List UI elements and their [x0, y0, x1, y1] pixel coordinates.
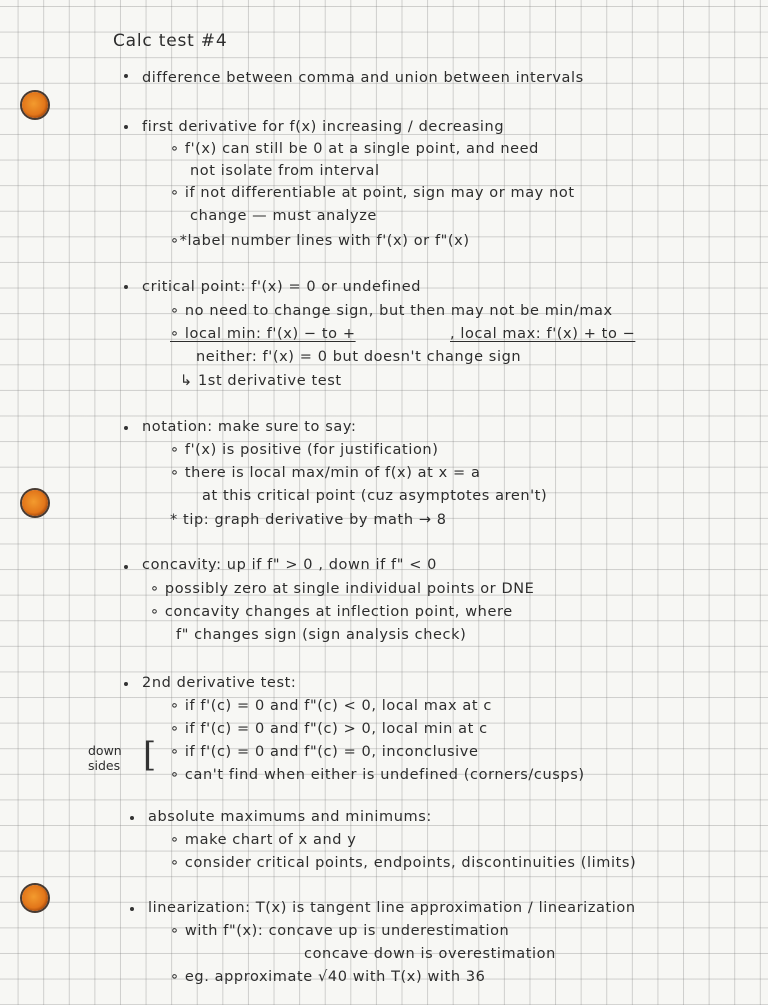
bullet	[124, 285, 128, 289]
bullet	[124, 565, 128, 569]
bullet	[130, 816, 134, 820]
note-line: at this critical point (cuz asymptotes aren't)	[202, 488, 548, 504]
note-line: ∘ if f'(c) = 0 and f"(c) > 0, local min at c	[170, 721, 488, 737]
binder-hole-2	[22, 490, 48, 516]
bracket-icon: [	[143, 735, 157, 775]
note-line: f" changes sign (sign analysis check)	[176, 627, 467, 643]
note-line: first derivative for f(x) increasing / decreasing	[142, 119, 505, 135]
note-line: ∘ consider critical points, endpoints, discontinuities (limits)	[170, 855, 637, 871]
note-line: ∘ eg. approximate √40 with T(x) with 36	[170, 969, 486, 985]
note-line: ∘ there is local max/min of f(x) at x = a	[170, 465, 481, 481]
note-line: ∘ f'(x) is positive (for justification)	[170, 442, 439, 458]
note-line: not isolate from interval	[190, 163, 380, 179]
note-line: linearization: T(x) is tangent line approximation / linearization	[148, 900, 636, 916]
note-line: ∘ local min: f'(x) − to +	[170, 326, 356, 342]
note-line: absolute maximums and minimums:	[148, 809, 432, 825]
side-note-line: sides	[88, 758, 121, 773]
note-line: ∘ if not differentiable at point, sign may or may not	[170, 185, 575, 201]
note-line: * tip: graph derivative by math → 8	[170, 512, 447, 528]
note-line: ∘ f'(x) can still be 0 at a single point, and need	[170, 141, 539, 157]
note-line: ∘ no need to change sign, but then may not be min/max	[170, 303, 613, 319]
bullet	[124, 426, 128, 430]
note-line: ∘ with f"(x): concave up is underestimation	[170, 923, 510, 939]
note-line: notation: make sure to say:	[142, 419, 357, 435]
page-title: Calc test #4	[113, 31, 228, 51]
note-line: ∘ make chart of x and y	[170, 832, 357, 848]
side-note-line: down	[88, 743, 122, 758]
bullet	[124, 125, 128, 129]
note-line: ∘ if f'(c) = 0 and f"(c) < 0, local max at c	[170, 698, 492, 714]
note-line: ∘*label number lines with f'(x) or f"(x)	[170, 233, 470, 249]
note-line: neither: f'(x) = 0 but doesn't change sign	[196, 349, 522, 365]
note-line: concavity: up if f" > 0 , down if f" < 0	[142, 557, 437, 573]
note-line: ∘ concavity changes at inflection point, where	[150, 604, 513, 620]
bullet	[124, 682, 128, 686]
note-line: difference between comma and union between intervals	[142, 70, 584, 86]
binder-hole-3	[22, 885, 48, 911]
note-line: ∘ possibly zero at single individual points or DNE	[150, 581, 535, 597]
note-line: critical point: f'(x) = 0 or undefined	[142, 279, 422, 295]
bullet	[124, 74, 128, 78]
note-line: , local max: f'(x) + to −	[450, 326, 636, 342]
note-line: change — must analyze	[190, 208, 377, 224]
note-line: concave down is overestimation	[304, 946, 556, 962]
binder-hole-1	[22, 92, 48, 118]
bullet	[130, 907, 134, 911]
note-line: ↳ 1st derivative test	[180, 373, 342, 389]
note-line: ∘ if f'(c) = 0 and f"(c) = 0, inconclusive	[170, 744, 479, 760]
note-line: 2nd derivative test:	[142, 675, 297, 691]
note-line: ∘ can't find when either is undefined (corners/cusps)	[170, 767, 585, 783]
